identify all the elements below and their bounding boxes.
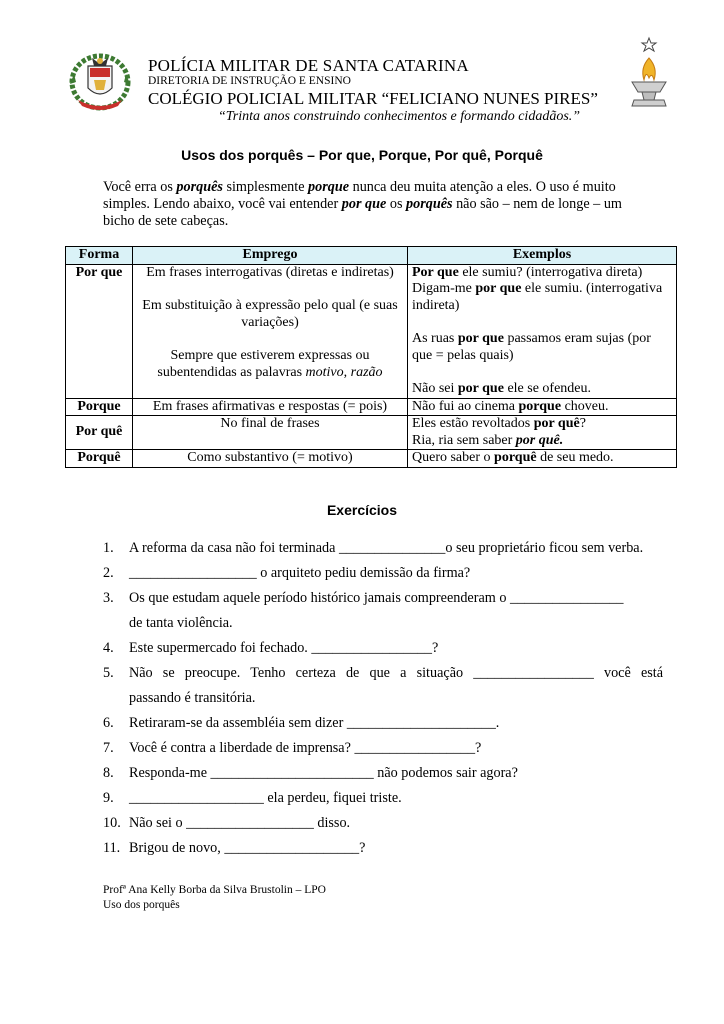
list-item <box>103 536 663 561</box>
school-name: COLÉGIO POLICIAL MILITAR “FELICIANO NUNES PIRES” <box>148 89 598 108</box>
example-keyword: porquê <box>494 450 537 465</box>
intro-paragraph <box>103 179 643 230</box>
emprego-italic: razão <box>350 364 383 380</box>
list-item <box>103 586 663 636</box>
example-text: As ruas <box>412 331 458 346</box>
emprego-text: , <box>343 364 351 380</box>
item-number: 11. <box>103 840 121 856</box>
emprego-item: Em substituição à expressão pelo qual (e suas variações) <box>142 298 398 330</box>
list-item <box>103 786 663 811</box>
exercise-text: Os que estudam aquele período histórico jamais compreenderam o ________________ <box>129 590 624 606</box>
exercise-text: Responda-me _______________________ não podemos sair agora? <box>129 765 518 781</box>
intro-emphasis: porquês <box>176 179 223 195</box>
list-item <box>103 811 663 836</box>
example-text: de seu medo. <box>536 450 614 465</box>
table-row <box>66 398 677 416</box>
example-text: passamos eram sujas (por que = pelas quais) <box>412 331 651 363</box>
page-title: Usos dos porquês – Por que, Porque, Por quê, Porquê <box>181 147 543 163</box>
example-keyword: por quê <box>533 416 580 431</box>
list-item <box>103 636 663 661</box>
exercise-text: ___________________ ela perdeu, fiquei triste. <box>129 790 402 806</box>
table-row <box>66 416 677 450</box>
intro-text: simplesmente <box>222 179 309 195</box>
page-footer <box>103 883 326 913</box>
list-item <box>103 836 663 861</box>
department-name: DIRETORIA DE INSTRUÇÃO E ENSINO <box>148 75 351 87</box>
exercise-text: Não se preocupe. Tenho certeza de que a situação _________________ você está <box>129 665 663 681</box>
exercise-text: A reforma da casa não foi terminada _______________o seu proprietário ficou sem verba. <box>129 540 644 556</box>
item-number: 9. <box>103 790 114 806</box>
example-keyword: porque <box>518 398 562 414</box>
exercise-text: Você é contra a liberdade de imprensa? _________________? <box>129 740 482 756</box>
exercise-text: de tanta violência. <box>129 615 233 631</box>
intro-text: Você erra os <box>103 179 177 195</box>
example-text: choveu. <box>561 398 609 414</box>
exemplos-cell <box>408 450 677 468</box>
table-row <box>66 264 677 398</box>
list-item <box>103 711 663 736</box>
intro-emphasis: porquês <box>406 196 453 212</box>
item-number: 6. <box>103 715 114 731</box>
list-item <box>103 761 663 786</box>
intro-emphasis: porque <box>308 179 350 195</box>
column-header-exemplos: Exemplos <box>408 247 677 265</box>
exercise-text: Não sei o __________________ disso. <box>129 815 351 831</box>
column-header-emprego: Emprego <box>133 247 408 265</box>
intro-text: não são – nem de longe – um bicho de sete cabeças. <box>103 196 622 229</box>
intro-emphasis: por que <box>341 196 387 212</box>
list-item <box>103 736 663 761</box>
exercise-list <box>103 536 663 861</box>
exemplos-cell <box>408 398 677 416</box>
list-item <box>103 561 663 586</box>
list-item <box>103 661 663 711</box>
example-text: Digam-me <box>412 281 476 296</box>
emprego-italic: motivo <box>305 364 344 380</box>
exercise-text: passando é transitória. <box>129 690 256 706</box>
example-line <box>412 416 672 433</box>
forma-cell: Porquê <box>66 450 133 468</box>
footer-subject: Uso dos porquês <box>103 899 180 911</box>
example-text: Quero saber o <box>412 450 495 465</box>
institution-name: POLÍCIA MILITAR DE SANTA CATARINA <box>148 56 469 75</box>
intro-text: os <box>386 196 407 212</box>
intro-text: nunca deu muita atenção a eles. O uso é muito simples. Lendo abaixo, você vai entender <box>103 179 616 212</box>
exercise-text: Retiraram-se da assembléia sem dizer _____________________. <box>129 715 500 731</box>
item-number: 7. <box>103 740 114 756</box>
forma-cell: Porque <box>66 398 133 416</box>
example-line <box>412 331 672 364</box>
item-number: 3. <box>103 590 114 606</box>
example-text: Não fui ao cinema <box>412 398 519 414</box>
example-line <box>412 265 672 282</box>
example-keyword: Por que <box>412 264 459 280</box>
item-number: 8. <box>103 765 114 781</box>
example-text: Não sei <box>412 381 458 396</box>
item-number: 4. <box>103 640 114 656</box>
school-motto: “Trinta anos construindo conhecimentos e formando cidadãos.” <box>218 109 581 124</box>
item-number: 2. <box>103 565 114 581</box>
exemplos-cell <box>408 416 677 450</box>
emprego-text: Sempre que estiverem expressas ou subentendidas as palavras <box>157 348 370 380</box>
exercise-text: Este supermercado foi fechado. _________________? <box>129 640 439 656</box>
column-header-forma: Forma <box>66 247 133 265</box>
example-line <box>412 281 672 314</box>
example-text: ele se ofendeu. <box>503 381 592 396</box>
example-line <box>412 381 672 398</box>
exercise-text: __________________ o arquiteto pediu demissão da firma? <box>129 565 471 581</box>
example-keyword: por quê. <box>515 432 564 448</box>
state-crest-icon <box>68 50 132 112</box>
exercises-title: Exercícios <box>326 502 398 518</box>
footer-author: Profª Ana Kelly Borba da Silva Brustolin – LPO <box>103 884 326 896</box>
torch-star-icon <box>624 36 674 114</box>
item-number: 1. <box>103 540 114 556</box>
example-line <box>412 433 672 450</box>
item-number: 10. <box>103 815 121 831</box>
emprego-item: Em frases interrogativas (diretas e indiretas) <box>146 264 394 280</box>
example-text: Eles estão revoltados <box>412 416 534 431</box>
forma-cell: Por que <box>66 264 133 398</box>
example-text: Ria, ria sem saber <box>412 432 516 448</box>
exercise-text: Brigou de novo, ___________________? <box>129 840 366 856</box>
example-text: ele sumiu. (interrogativa indireta) <box>412 281 663 313</box>
table-header-row <box>66 247 677 265</box>
porques-table <box>65 246 677 468</box>
example-keyword: por que <box>475 281 522 296</box>
emprego-cell: No final de frases <box>133 416 408 450</box>
emprego-cell <box>133 264 408 398</box>
example-text: ele sumiu? (interrogativa direta) <box>458 264 643 280</box>
example-keyword: por que <box>457 331 504 346</box>
emprego-cell: Como substantivo (= motivo) <box>133 450 408 468</box>
emprego-item <box>137 348 403 381</box>
table-row <box>66 450 677 468</box>
forma-cell: Por quê <box>66 416 133 450</box>
exemplos-cell <box>408 264 677 398</box>
emprego-cell: Em frases afirmativas e respostas (= pois) <box>133 398 408 416</box>
example-text: ? <box>579 416 586 431</box>
example-keyword: por que <box>457 381 504 396</box>
item-number: 5. <box>103 665 114 681</box>
